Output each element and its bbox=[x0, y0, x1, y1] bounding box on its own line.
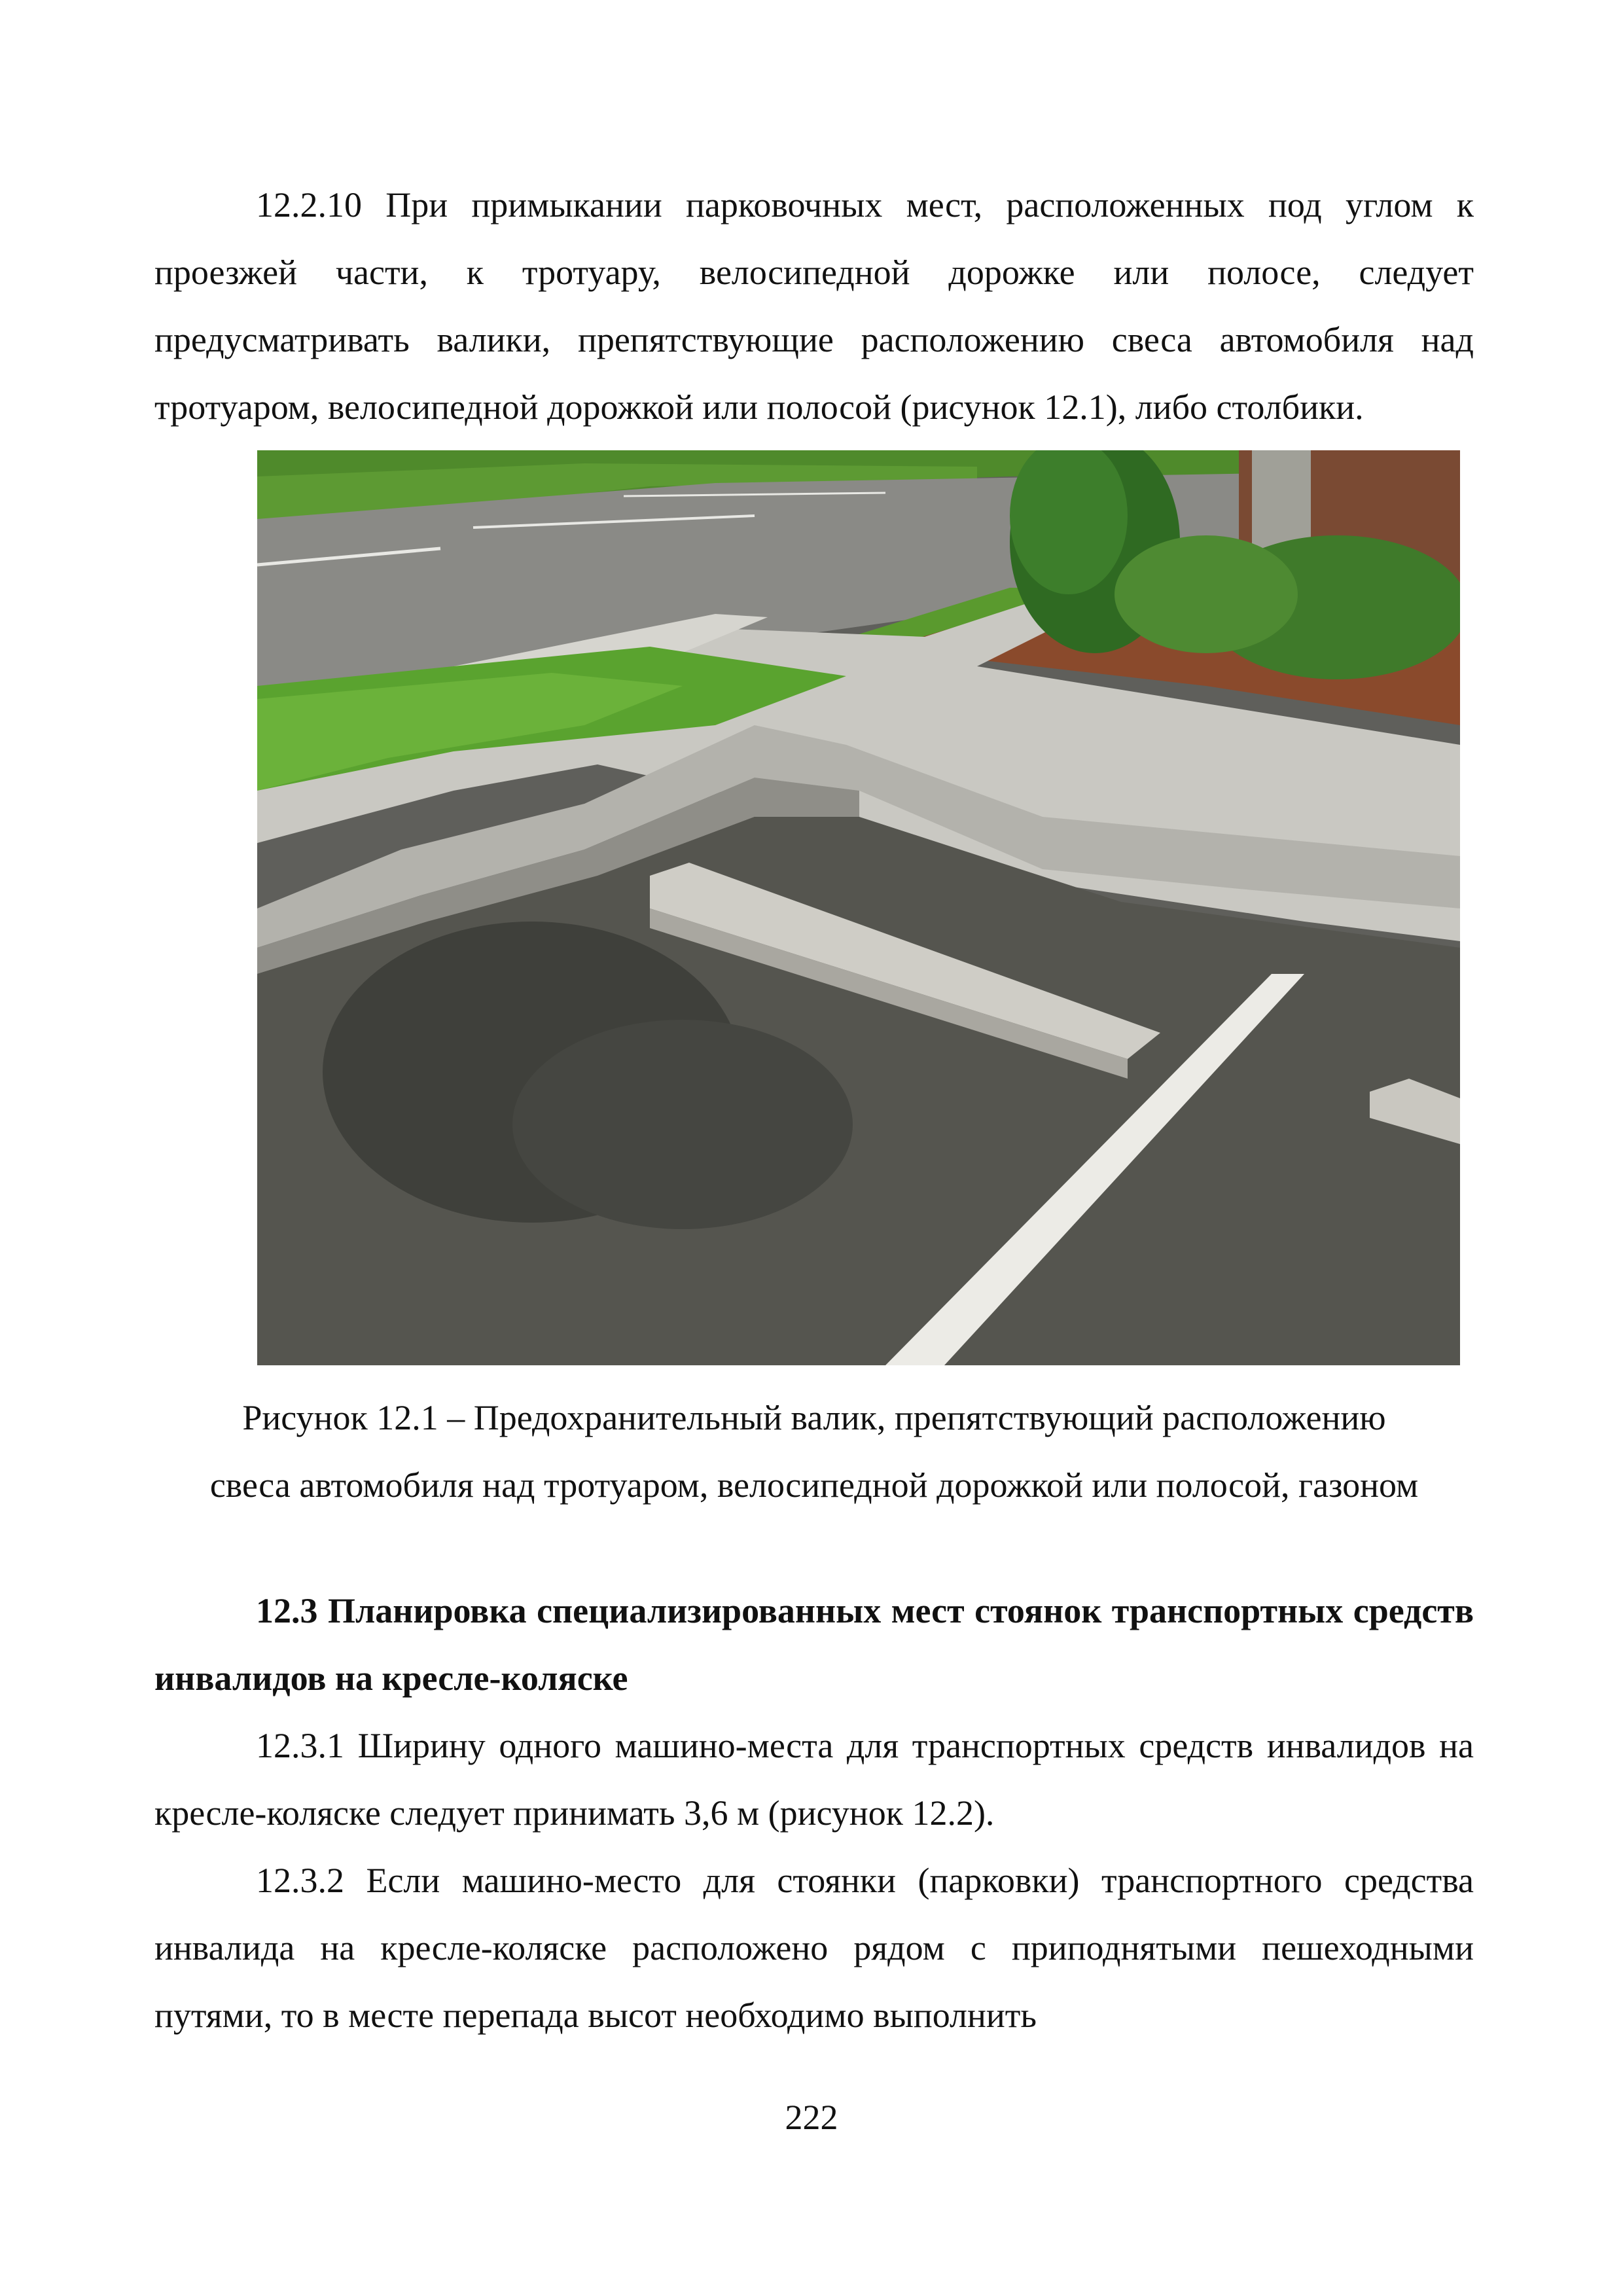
section-heading-12-3: 12.3 Планировка специализированных мест стоянок транспортных средств инвалидов на кресле-коляске bbox=[154, 1591, 1474, 1698]
paragraph-12-3-1: 12.3.1 Ширину одного машино-места для транспортных средств инвалидов на кресле-коляске следует принимать 3,6 м (рисунок 12.2). bbox=[154, 1726, 1474, 1833]
figure-caption-line-2: свеса автомобиля над тротуаром, велосипедной дорожкой или полосой, газоном bbox=[209, 1465, 1419, 1505]
figure-parking-curb-photo bbox=[257, 450, 1460, 1365]
page-number: 222 bbox=[785, 2098, 838, 2137]
paragraph-12-3-2: 12.3.2 Если машино-место для стоянки (парковки) транспортного средства инвалида на кресле-коляске расположено рядом с приподнятыми пешеходными путями, то в месте перепада высот необходимо выполнить bbox=[154, 1861, 1474, 2035]
parking-photo-illustration bbox=[257, 450, 1460, 1365]
figure-caption-line-1: Рисунок 12.1 – Предохранительный валик, препятствующий расположению bbox=[242, 1398, 1386, 1437]
paragraph-12-2-10: 12.2.10 При примыкании парковочных мест, расположенных под углом к проезжей части, к тротуару, велосипедной дорожке или полосе, следует предусматривать валики, препятствующие расположению свеса автомобиля над тротуаром, велосипедной дорожкой или полосой (рисунок 12.1), либо столбики. bbox=[154, 185, 1474, 427]
